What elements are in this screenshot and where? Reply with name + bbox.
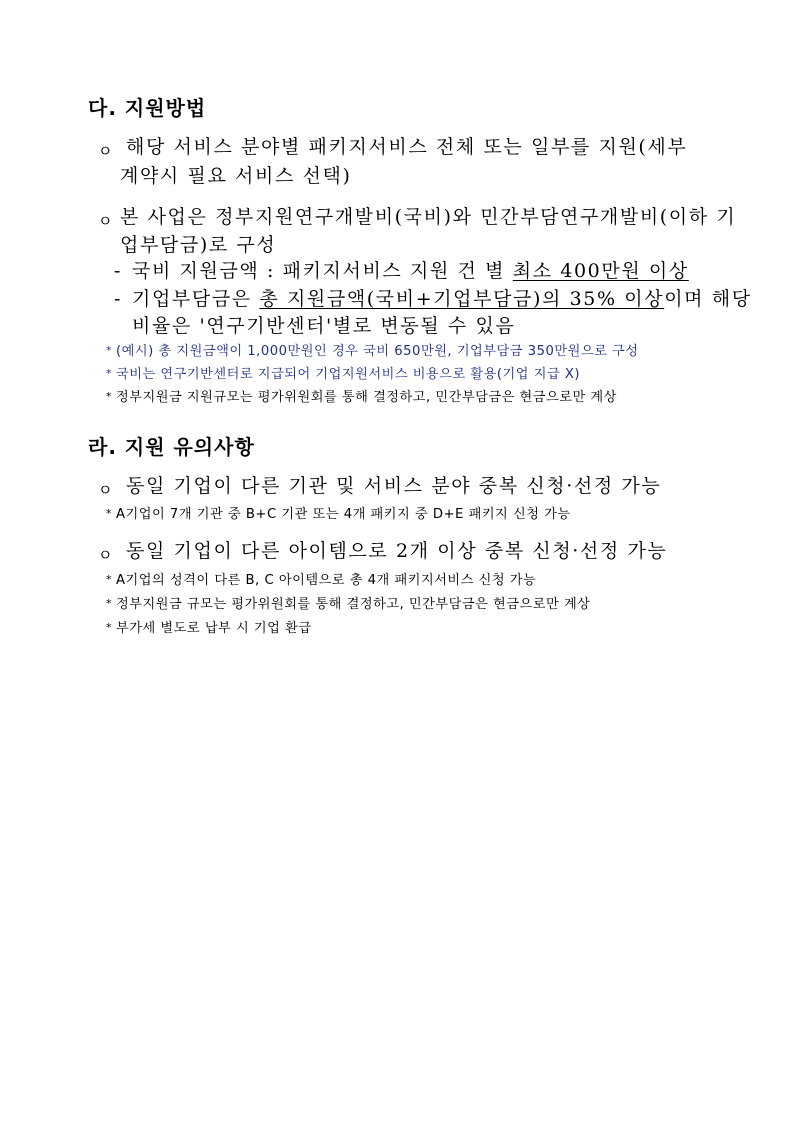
- bullet-circle-icon: ㅇ: [98, 481, 113, 499]
- precaution-2-note-1: * A기업의 성격이 다른 B, C 아이템으로 총 4개 패키지서비스 신청 가능: [106, 573, 537, 588]
- dash-item-company-share: [132, 286, 752, 312]
- bullet-2-line-1: 본 사업은 정부지원연구개발비(국비)와 민간부담연구개발비(이하 기: [120, 206, 737, 228]
- note-government-fund-scale: * 정부지원금 지원규모는 평가위원회를 통해 결정하고, 민간부담금은 현금으로만 계상: [106, 390, 617, 405]
- note-example: * (예시) 총 지원금액이 1,000만원인 경우 국비 650만원, 기업부담금 350만원으로 구성: [106, 344, 639, 359]
- precaution-1-text: 동일 기업이 다른 기관 및 서비스 분야 중복 신청·선정 가능: [126, 475, 662, 497]
- bullet-1-line-2: 계약시 필요 서비스 선택): [120, 165, 352, 187]
- precaution-1-note: * A기업이 7개 기관 중 B+C 기관 또는 4개 패키지 중 D+E 패키지 신청 가능: [106, 507, 571, 522]
- bullet-circle-icon: ㅇ: [98, 142, 113, 160]
- bullet-circle-icon: ㅇ: [98, 546, 113, 564]
- note-star-icon: *: [106, 344, 112, 357]
- section-heading-support-method: 다. 지원방법: [88, 96, 207, 120]
- national-fund-minimum: 최소 400만원 이상: [512, 260, 689, 282]
- note-star-icon: *: [106, 507, 112, 520]
- dash-marker: -: [114, 288, 121, 310]
- national-fund-text: 국비 지원금액 : 패키지서비스 지원 건 별: [132, 260, 513, 282]
- note-star-icon: *: [106, 367, 112, 380]
- precaution-2-note-3: * 부가세 별도로 납부 시 기업 환급: [106, 621, 312, 636]
- dash-item-national-fund: [132, 258, 689, 284]
- precaution-2-note-2: * 정부지원금 규모는 평가위원회를 통해 결정하고, 민간부담금은 현금으로만 계상: [106, 597, 591, 612]
- note-national-fund-usage: * 국비는 연구기반센터로 지급되어 기업지원서비스 비용으로 활용(기업 지급 X): [106, 367, 581, 382]
- bullet-circle-icon: ㅇ: [98, 212, 113, 230]
- note-star-icon: *: [106, 573, 112, 586]
- dash-marker: -: [114, 260, 121, 282]
- note-star-icon: *: [106, 621, 112, 634]
- company-share-text: 기업부담금은: [132, 288, 260, 310]
- bullet-1-line-1: 해당 서비스 분야별 패키지서비스 전체 또는 일부를 지원(세부: [126, 136, 688, 158]
- company-share-ratio: 총 지원금액(국비+기업부담금)의 35% 이상: [259, 288, 665, 310]
- bullet-2-line-2: 업부담금)로 구성: [120, 234, 277, 256]
- note-star-icon: *: [106, 597, 112, 610]
- precaution-2-text: 동일 기업이 다른 아이템으로 2개 이상 중복 신청·선정 가능: [126, 540, 668, 562]
- section-heading-precautions: 라. 지원 유의사항: [88, 435, 255, 459]
- dash-item-company-share-line-2: 비율은 '연구기반센터'별로 변동될 수 있음: [132, 315, 516, 337]
- note-star-icon: *: [106, 390, 112, 403]
- company-share-suffix: 이며 해당: [664, 288, 752, 310]
